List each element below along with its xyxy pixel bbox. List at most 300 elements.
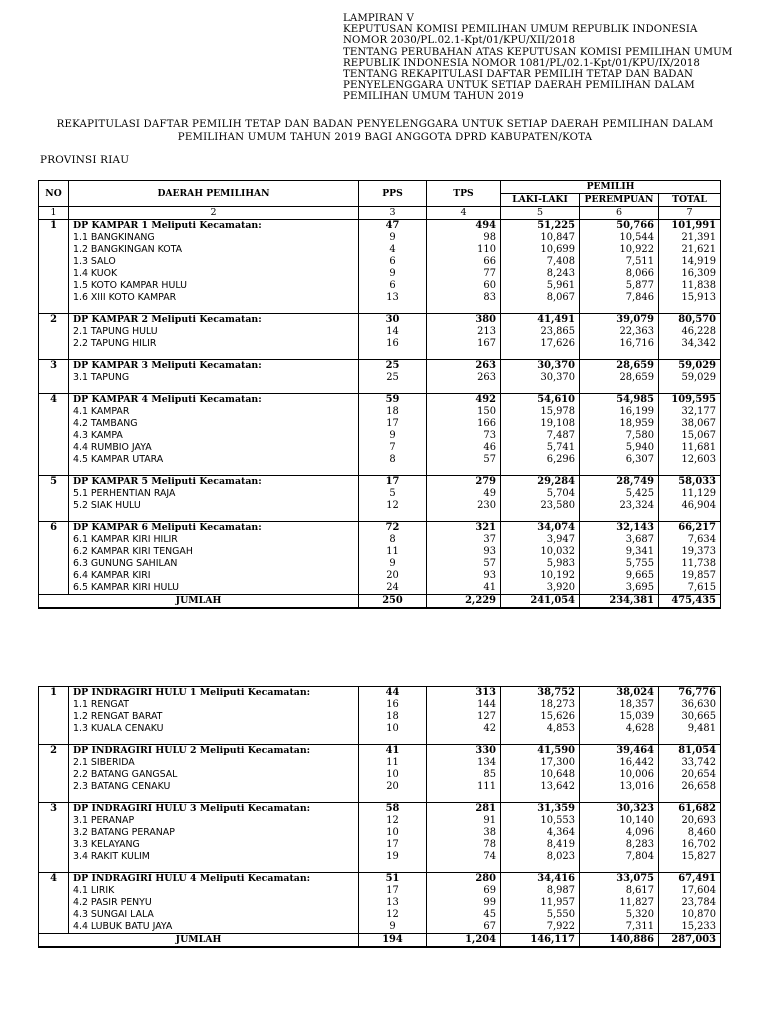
kecamatan-perempuan: 5,755 (580, 558, 659, 570)
kecamatan-total: 20,693 (659, 815, 721, 827)
kecamatan-row (39, 757, 721, 769)
spacer-cell (39, 735, 69, 745)
district-perempuan: 39,079 (580, 314, 659, 327)
kecamatan-laki: 10,847 (501, 232, 580, 244)
district-tps: 380 (427, 314, 501, 327)
kecamatan-tps: 263 (427, 372, 501, 384)
lampiran-block (343, 13, 732, 103)
kecamatan-perempuan: 18,357 (580, 699, 659, 711)
district-name: DP INDRAGIRI HULU 3 Meliputi Kecamatan: (69, 803, 359, 816)
kecamatan-name: 1.2 BANGKINGAN KOTA (69, 244, 359, 256)
kecamatan-no (39, 558, 69, 570)
kecamatan-name: 1.6 XIII KOTO KAMPAR (69, 292, 359, 304)
district-name: DP KAMPAR 6 Meliputi Kecamatan: (69, 522, 359, 535)
kecamatan-tps: 73 (427, 430, 501, 442)
kecamatan-name: 1.4 KUOK (69, 268, 359, 280)
kecamatan-perempuan: 6,307 (580, 454, 659, 466)
kecamatan-no (39, 757, 69, 769)
spacer-cell (659, 350, 721, 360)
kecamatan-name: 3.1 TAPUNG (69, 372, 359, 384)
kecamatan-row (39, 897, 721, 909)
district-total: 58,033 (659, 476, 721, 489)
kecamatan-laki: 8,243 (501, 268, 580, 280)
kecamatan-total: 16,309 (659, 268, 721, 280)
spacer-cell (580, 466, 659, 476)
spacer-cell (359, 793, 427, 803)
district-pps: 25 (359, 360, 427, 373)
kecamatan-tps: 144 (427, 699, 501, 711)
kecamatan-perempuan: 16,442 (580, 757, 659, 769)
kecamatan-no (39, 292, 69, 304)
kecamatan-tps: 46 (427, 442, 501, 454)
total-laki: 241,054 (501, 595, 580, 609)
kecamatan-perempuan: 9,341 (580, 546, 659, 558)
header-no: NO (39, 181, 69, 207)
spacer-cell (39, 384, 69, 394)
kecamatan-no (39, 723, 69, 735)
kecamatan-total: 46,228 (659, 326, 721, 338)
kecamatan-tps: 127 (427, 711, 501, 723)
kecamatan-total: 26,658 (659, 781, 721, 793)
title-line-2: PEMILIHAN UMUM TAHUN 2019 BAGI ANGGOTA DPRD KABUPATEN/KOTA (177, 132, 593, 143)
kecamatan-perempuan: 9,665 (580, 570, 659, 582)
kecamatan-name: 4.2 TAMBANG (69, 418, 359, 430)
kecamatan-perempuan: 10,140 (580, 815, 659, 827)
column-index-cell: 6 (580, 207, 659, 220)
kecamatan-pps: 16 (359, 338, 427, 350)
kecamatan-perempuan: 16,716 (580, 338, 659, 350)
district-no: 4 (39, 873, 69, 886)
kecamatan-perempuan: 18,959 (580, 418, 659, 430)
district-total: 67,491 (659, 873, 721, 886)
spacer-row (39, 350, 721, 360)
kecamatan-no (39, 338, 69, 350)
kecamatan-name: 6.3 GUNUNG SAHILAN (69, 558, 359, 570)
kecamatan-row (39, 442, 721, 454)
kecamatan-pps: 19 (359, 851, 427, 863)
spacer-cell (39, 863, 69, 873)
kecamatan-name: 2.2 BATANG GANGSAL (69, 769, 359, 781)
kecamatan-laki: 13,642 (501, 781, 580, 793)
district-pps: 51 (359, 873, 427, 886)
kecamatan-name: 6.4 KAMPAR KIRI (69, 570, 359, 582)
kecamatan-name: 6.1 KAMPAR KIRI HILIR (69, 534, 359, 546)
kecamatan-pps: 18 (359, 406, 427, 418)
kecamatan-pps: 20 (359, 570, 427, 582)
district-no: 3 (39, 803, 69, 816)
spacer-cell (359, 304, 427, 314)
kecamatan-laki: 5,704 (501, 488, 580, 500)
kecamatan-total: 59,029 (659, 372, 721, 384)
district-name: DP KAMPAR 2 Meliputi Kecamatan: (69, 314, 359, 327)
spacer-cell (659, 735, 721, 745)
district-tps: 281 (427, 803, 501, 816)
spacer-cell (69, 735, 359, 745)
kecamatan-row (39, 338, 721, 350)
kecamatan-pps: 9 (359, 232, 427, 244)
kecamatan-total: 11,738 (659, 558, 721, 570)
kecamatan-name: 3.4 RAKIT KULIM (69, 851, 359, 863)
kecamatan-no (39, 406, 69, 418)
district-no: 1 (39, 687, 69, 700)
header-daerah: DAERAH PEMILIHAN (69, 181, 359, 207)
kecamatan-total: 8,460 (659, 827, 721, 839)
spacer-cell (69, 512, 359, 522)
kecamatan-pps: 12 (359, 909, 427, 921)
spacer-cell (427, 793, 501, 803)
kecamatan-tps: 60 (427, 280, 501, 292)
district-row (39, 476, 721, 489)
kecamatan-tps: 41 (427, 582, 501, 595)
kecamatan-no (39, 372, 69, 384)
kecamatan-pps: 17 (359, 839, 427, 851)
kecamatan-laki: 17,300 (501, 757, 580, 769)
header-total: TOTAL (659, 194, 721, 207)
kecamatan-laki: 17,626 (501, 338, 580, 350)
kecamatan-no (39, 839, 69, 851)
spacer-cell (501, 512, 580, 522)
kecamatan-laki: 23,865 (501, 326, 580, 338)
district-pps: 17 (359, 476, 427, 489)
kecamatan-name: 1.1 BANGKINANG (69, 232, 359, 244)
kecamatan-row (39, 769, 721, 781)
kecamatan-row (39, 558, 721, 570)
kecamatan-laki: 8,067 (501, 292, 580, 304)
kecamatan-no (39, 570, 69, 582)
kecamatan-perempuan: 13,016 (580, 781, 659, 793)
spacer-cell (69, 384, 359, 394)
kecamatan-perempuan: 16,199 (580, 406, 659, 418)
kecamatan-name: 4.4 LUBUK BATU JAYA (69, 921, 359, 934)
total-tps: 2,229 (427, 595, 501, 609)
kecamatan-row (39, 534, 721, 546)
lampiran-line: REPUBLIK INDONESIA NOMOR 1081/PL/02.1-Kpt/01/KPU/IX/2018 (343, 57, 700, 69)
kecamatan-no (39, 851, 69, 863)
kecamatan-tps: 150 (427, 406, 501, 418)
kecamatan-total: 11,129 (659, 488, 721, 500)
spacer-cell (39, 466, 69, 476)
spacer-cell (501, 350, 580, 360)
kecamatan-pps: 14 (359, 326, 427, 338)
district-row (39, 687, 721, 700)
district-perempuan: 50,766 (580, 220, 659, 233)
kecamatan-laki: 18,273 (501, 699, 580, 711)
kecamatan-laki: 8,987 (501, 885, 580, 897)
kecamatan-row (39, 851, 721, 863)
kecamatan-pps: 6 (359, 256, 427, 268)
kecamatan-perempuan: 23,324 (580, 500, 659, 512)
kecamatan-row (39, 570, 721, 582)
district-pps: 47 (359, 220, 427, 233)
district-name: DP KAMPAR 3 Meliputi Kecamatan: (69, 360, 359, 373)
kecamatan-total: 21,621 (659, 244, 721, 256)
kecamatan-row (39, 454, 721, 466)
kecamatan-tps: 38 (427, 827, 501, 839)
kecamatan-row (39, 430, 721, 442)
spacer-cell (659, 466, 721, 476)
column-index-cell: 1 (39, 207, 69, 220)
kampar-table (38, 180, 721, 609)
spacer-cell (427, 863, 501, 873)
total-row (39, 934, 721, 948)
header-pps: PPS (359, 181, 427, 207)
kecamatan-perempuan: 5,940 (580, 442, 659, 454)
kecamatan-row (39, 711, 721, 723)
district-tps: 313 (427, 687, 501, 700)
district-row (39, 220, 721, 233)
kecamatan-pps: 8 (359, 454, 427, 466)
kecamatan-row (39, 326, 721, 338)
indragiri-hulu-table (38, 686, 721, 948)
kecamatan-tps: 67 (427, 921, 501, 934)
kecamatan-name: 2.1 TAPUNG HULU (69, 326, 359, 338)
kecamatan-total: 11,681 (659, 442, 721, 454)
kecamatan-pps: 16 (359, 699, 427, 711)
kecamatan-tps: 93 (427, 570, 501, 582)
kecamatan-tps: 166 (427, 418, 501, 430)
kecamatan-laki: 10,648 (501, 769, 580, 781)
kecamatan-total: 15,827 (659, 851, 721, 863)
kecamatan-name: 2.1 SIBERIDA (69, 757, 359, 769)
kecamatan-tps: 42 (427, 723, 501, 735)
kecamatan-laki: 8,023 (501, 851, 580, 863)
kecamatan-row (39, 699, 721, 711)
district-laki: 34,416 (501, 873, 580, 886)
kecamatan-row (39, 827, 721, 839)
kecamatan-total: 9,481 (659, 723, 721, 735)
kecamatan-total: 15,233 (659, 921, 721, 934)
kecamatan-laki: 19,108 (501, 418, 580, 430)
spacer-cell (427, 466, 501, 476)
kecamatan-total: 20,654 (659, 769, 721, 781)
kecamatan-laki: 10,032 (501, 546, 580, 558)
kecamatan-no (39, 885, 69, 897)
kecamatan-perempuan: 15,039 (580, 711, 659, 723)
kecamatan-tps: 49 (427, 488, 501, 500)
district-row (39, 360, 721, 373)
kecamatan-laki: 10,553 (501, 815, 580, 827)
district-tps: 280 (427, 873, 501, 886)
kecamatan-perempuan: 7,511 (580, 256, 659, 268)
kecamatan-pps: 6 (359, 280, 427, 292)
district-perempuan: 33,075 (580, 873, 659, 886)
spacer-cell (359, 466, 427, 476)
spacer-cell (580, 793, 659, 803)
kecamatan-pps: 17 (359, 885, 427, 897)
kecamatan-pps: 8 (359, 534, 427, 546)
kecamatan-total: 15,067 (659, 430, 721, 442)
spacer-cell (359, 512, 427, 522)
district-total: 66,217 (659, 522, 721, 535)
district-tps: 279 (427, 476, 501, 489)
spacer-cell (359, 350, 427, 360)
kecamatan-tps: 99 (427, 897, 501, 909)
kecamatan-tps: 83 (427, 292, 501, 304)
kecamatan-perempuan: 7,804 (580, 851, 659, 863)
district-perempuan: 30,323 (580, 803, 659, 816)
kecamatan-row (39, 292, 721, 304)
spacer-cell (659, 304, 721, 314)
kecamatan-total: 7,634 (659, 534, 721, 546)
kecamatan-row (39, 723, 721, 735)
kecamatan-row (39, 280, 721, 292)
kecamatan-pps: 25 (359, 372, 427, 384)
kecamatan-pps: 12 (359, 815, 427, 827)
kecamatan-row (39, 921, 721, 934)
district-total: 59,029 (659, 360, 721, 373)
kecamatan-total: 46,904 (659, 500, 721, 512)
spacer-cell (501, 735, 580, 745)
kecamatan-row (39, 268, 721, 280)
total-pps: 250 (359, 595, 427, 609)
kecamatan-name: 4.3 KAMPA (69, 430, 359, 442)
spacer-cell (580, 735, 659, 745)
spacer-cell (427, 512, 501, 522)
spacer-cell (501, 304, 580, 314)
kecamatan-row (39, 582, 721, 595)
kecamatan-no (39, 500, 69, 512)
kecamatan-name: 6.5 KAMPAR KIRI HULU (69, 582, 359, 595)
district-name: DP KAMPAR 1 Meliputi Kecamatan: (69, 220, 359, 233)
district-name: DP KAMPAR 4 Meliputi Kecamatan: (69, 394, 359, 407)
kecamatan-laki: 4,364 (501, 827, 580, 839)
header-pemilih: PEMILIH (501, 181, 721, 194)
kecamatan-laki: 7,408 (501, 256, 580, 268)
kecamatan-laki: 15,978 (501, 406, 580, 418)
kecamatan-tps: 66 (427, 256, 501, 268)
kecamatan-perempuan: 3,695 (580, 582, 659, 595)
total-pps: 194 (359, 934, 427, 948)
kecamatan-perempuan: 7,846 (580, 292, 659, 304)
kecamatan-perempuan: 10,544 (580, 232, 659, 244)
kecamatan-no (39, 430, 69, 442)
kecamatan-laki: 11,957 (501, 897, 580, 909)
spacer-cell (359, 735, 427, 745)
spacer-cell (39, 793, 69, 803)
kecamatan-perempuan: 8,066 (580, 268, 659, 280)
kecamatan-name: 4.5 KAMPAR UTARA (69, 454, 359, 466)
kecamatan-name: 2.3 BATANG CENAKU (69, 781, 359, 793)
header-tps: TPS (427, 181, 501, 207)
kecamatan-name: 1.5 KOTO KAMPAR HULU (69, 280, 359, 292)
kecamatan-tps: 111 (427, 781, 501, 793)
kecamatan-name: 4.1 LIRIK (69, 885, 359, 897)
district-no: 2 (39, 745, 69, 758)
kecamatan-row (39, 885, 721, 897)
kecamatan-total: 19,373 (659, 546, 721, 558)
kecamatan-total: 32,177 (659, 406, 721, 418)
kecamatan-no (39, 232, 69, 244)
district-tps: 494 (427, 220, 501, 233)
header-perempuan: PEREMPUAN (580, 194, 659, 207)
district-tps: 492 (427, 394, 501, 407)
kecamatan-pps: 10 (359, 769, 427, 781)
kecamatan-name: 1.2 RENGAT BARAT (69, 711, 359, 723)
kecamatan-row (39, 244, 721, 256)
kecamatan-perempuan: 22,363 (580, 326, 659, 338)
district-laki: 41,491 (501, 314, 580, 327)
lampiran-line: PEMILIHAN UMUM TAHUN 2019 (343, 91, 524, 103)
lampiran-line: KEPUTUSAN KOMISI PEMILIHAN UMUM REPUBLIK INDONESIA (343, 24, 698, 36)
kecamatan-no (39, 546, 69, 558)
kecamatan-no (39, 454, 69, 466)
province-label: PROVINSI RIAU (40, 154, 130, 166)
kecamatan-pps: 11 (359, 757, 427, 769)
kecamatan-pps: 5 (359, 488, 427, 500)
district-total: 61,682 (659, 803, 721, 816)
kecamatan-perempuan: 5,877 (580, 280, 659, 292)
kecamatan-tps: 69 (427, 885, 501, 897)
kecamatan-laki: 5,550 (501, 909, 580, 921)
district-total: 101,991 (659, 220, 721, 233)
kecamatan-laki: 7,487 (501, 430, 580, 442)
kecamatan-perempuan: 7,311 (580, 921, 659, 934)
kecamatan-total: 7,615 (659, 582, 721, 595)
kecamatan-name: 1.3 KUALA CENAKU (69, 723, 359, 735)
district-perempuan: 28,749 (580, 476, 659, 489)
column-index-cell: 5 (501, 207, 580, 220)
kecamatan-pps: 4 (359, 244, 427, 256)
kecamatan-no (39, 921, 69, 934)
kecamatan-row (39, 815, 721, 827)
kecamatan-pps: 9 (359, 558, 427, 570)
total-row (39, 595, 721, 609)
column-index-cell: 3 (359, 207, 427, 220)
kecamatan-row (39, 372, 721, 384)
kecamatan-no (39, 280, 69, 292)
kecamatan-tps: 74 (427, 851, 501, 863)
kecamatan-tps: 213 (427, 326, 501, 338)
district-no: 1 (39, 220, 69, 233)
kecamatan-pps: 20 (359, 781, 427, 793)
spacer-cell (69, 350, 359, 360)
district-perempuan: 39,464 (580, 745, 659, 758)
kecamatan-no (39, 418, 69, 430)
kecamatan-laki: 10,699 (501, 244, 580, 256)
title-line-1: REKAPITULASI DAFTAR PEMILIH TETAP DAN BADAN PENYELENGGARA UNTUK SETIAP DAERAH PEMILIHAN DALAM (56, 119, 714, 130)
lampiran-line: PENYELENGGARA UNTUK SETIAP DAERAH PEMILIHAN DALAM (343, 80, 695, 92)
kecamatan-name: 3.3 KELAYANG (69, 839, 359, 851)
kecamatan-laki: 3,920 (501, 582, 580, 595)
kecamatan-name: 3.2 BATANG PERANAP (69, 827, 359, 839)
column-index-cell: 4 (427, 207, 501, 220)
kecamatan-total: 30,665 (659, 711, 721, 723)
kecamatan-no (39, 244, 69, 256)
kecamatan-name: 1.1 RENGAT (69, 699, 359, 711)
kecamatan-total: 14,919 (659, 256, 721, 268)
column-index-cell: 2 (69, 207, 359, 220)
kecamatan-laki: 23,580 (501, 500, 580, 512)
spacer-cell (501, 384, 580, 394)
kecamatan-total: 23,784 (659, 897, 721, 909)
kecamatan-pps: 24 (359, 582, 427, 595)
kecamatan-tps: 134 (427, 757, 501, 769)
spacer-cell (501, 466, 580, 476)
kecamatan-pps: 10 (359, 827, 427, 839)
district-pps: 58 (359, 803, 427, 816)
kecamatan-name: 5.1 PERHENTIAN RAJA (69, 488, 359, 500)
kecamatan-tps: 45 (427, 909, 501, 921)
kecamatan-row (39, 418, 721, 430)
spacer-cell (39, 304, 69, 314)
kecamatan-laki: 5,741 (501, 442, 580, 454)
spacer-row (39, 863, 721, 873)
kecamatan-no (39, 897, 69, 909)
kecamatan-laki: 8,419 (501, 839, 580, 851)
spacer-cell (39, 512, 69, 522)
kecamatan-perempuan: 7,580 (580, 430, 659, 442)
kecamatan-laki: 7,922 (501, 921, 580, 934)
